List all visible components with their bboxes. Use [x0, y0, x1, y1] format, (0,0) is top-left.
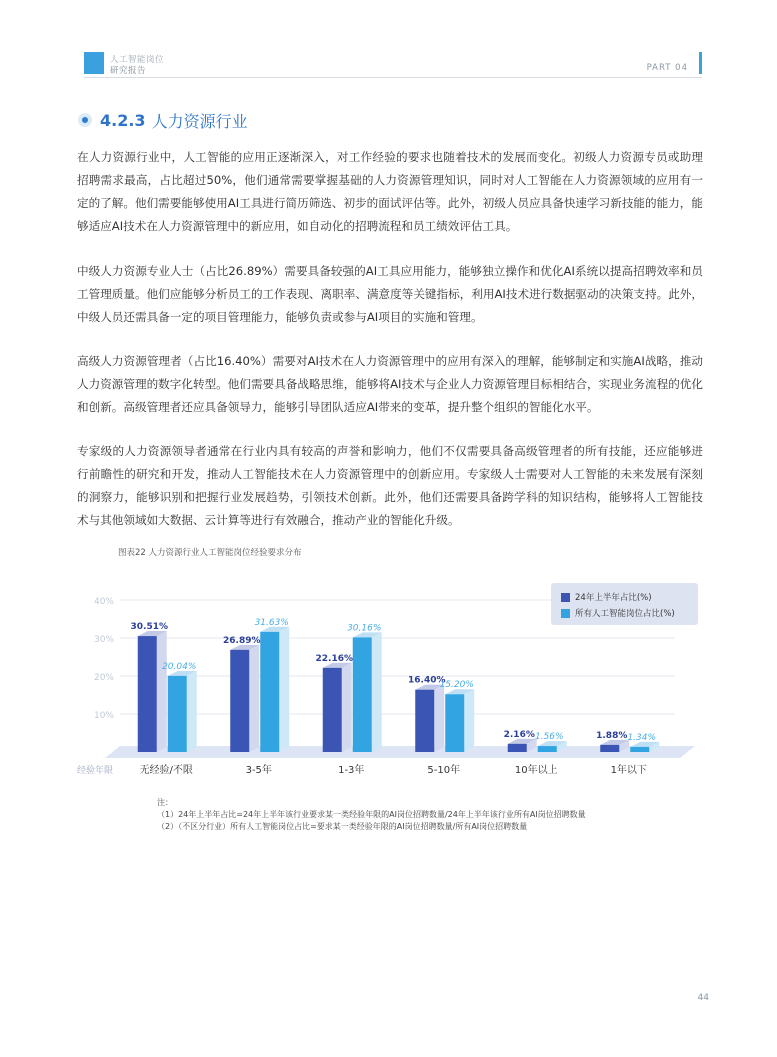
- bar-h1-2024-label: 2.16%: [503, 729, 535, 740]
- paragraph-2: 中级人力资源专业人士（占比26.89%）需要具备较强的AI工具应用能力，能够独立操作和优化AI系统以提高招聘效率和员工管理质量。他们应能够分析员工的工作表现、离职率、满意度等关键指标，利用AI技术进行数据驱动的决策支持。此外，中级人员还需具备一定的项目管理能力，能够负责或参与AI项目的实施和管理。: [77, 264, 703, 324]
- x-tick-label: 10年以上: [514, 765, 558, 776]
- bar-all-ai-label: 1.56%: [534, 732, 564, 743]
- legend-swatch-h1-2024: [561, 593, 570, 602]
- bar-h1-2024: [508, 744, 527, 752]
- header-report-name: 人工智能岗位: [110, 55, 165, 65]
- header-part-label: PART 04: [646, 63, 688, 73]
- bar-h1-2024-side: [157, 631, 167, 752]
- y-tick-label: 40%: [93, 597, 114, 607]
- bar-h1-2024-label: 30.51%: [130, 622, 168, 633]
- bar-all-ai-side: [372, 632, 382, 752]
- bar-h1-2024-label: 1.88%: [596, 730, 628, 741]
- paragraph-3: 高级人力资源管理者（占比16.40%）需要对AI技术在人力资源管理中的应用有深入的理解，能够制定和实施AI战略，推动人力资源管理的数字化转型。他们需要具备战略思维，能够将AI技术与企业人力资源管理目标相结合，实现业务流程的优化和创新。高级管理者还应具备领导力，能够引导团队适应AI带来的变革，提升整个组织的智能化水平。: [77, 354, 703, 414]
- chart-notes: [157, 797, 586, 833]
- x-tick-label: 5-10年: [427, 765, 461, 776]
- note-2: （2）（不区分行业）所有人工智能岗位占比=要求某一类经验年限的AI岗位招聘数量/所有AI岗位招聘数量: [157, 822, 528, 831]
- bar-h1-2024-side: [342, 663, 352, 752]
- x-tick-label: 1-3年: [338, 765, 365, 776]
- legend-label-h1-2024: 24年上半年占比(%): [575, 593, 652, 603]
- bar-all-ai-label: 30.16%: [347, 623, 382, 634]
- section-number: 4.2.3: [100, 110, 146, 130]
- bar-h1-2024-label: 26.89%: [223, 635, 261, 646]
- chart-legend: [551, 583, 698, 625]
- legend-item-all-ai: [561, 607, 675, 619]
- bar-all-ai-label: 15.20%: [439, 680, 474, 691]
- bar-h1-2024-label: 16.40%: [408, 675, 446, 686]
- bar-all-ai: [538, 746, 557, 752]
- x-tick-label: 3-5年: [245, 765, 272, 776]
- bar-all-ai-side: [187, 671, 197, 752]
- bar-h1-2024: [600, 745, 619, 752]
- y-tick-label: 30%: [93, 635, 114, 645]
- bar-h1-2024-label: 22.16%: [315, 653, 353, 664]
- bar-all-ai: [168, 676, 187, 752]
- bar-all-ai-label: 20.04%: [162, 661, 197, 672]
- bar-all-ai: [630, 747, 649, 752]
- legend-item-h1-2024: [561, 591, 652, 603]
- bar-all-ai: [353, 637, 372, 752]
- x-tick-label: 无经验/不限: [139, 765, 193, 776]
- bar-h1-2024: [323, 668, 342, 752]
- bar-all-ai-label: 31.63%: [254, 617, 289, 628]
- paragraph-1: 在人力资源行业中，人工智能的应用正逐渐深入，对工作经验的要求也随着技术的发展而变化。初级人力资源专员或助理招聘需求最高，占比超过50%，他们通常需要掌握基础的人力资源管理知识，同时对人工智能在人力资源领域的应用有一定的了解。他们需要能够使用AI工具进行简历筛选、初步的面试评估等。此外，初级人员应具备快速学习新技能的能力，能够适应AI技术在人力资源管理中的新应用，如自动化的招聘流程和员工绩效评估工具。: [77, 150, 703, 233]
- bar-h1-2024-side: [249, 645, 259, 752]
- bar-h1-2024-side: [434, 685, 444, 752]
- notes-heading: 注：: [157, 798, 173, 807]
- legend-label-all-ai: 所有人工智能岗位占比(%): [575, 609, 675, 619]
- bar-all-ai-label: 1.34%: [627, 732, 657, 743]
- header-report-subtitle: 研究报告: [110, 66, 147, 76]
- bar-all-ai-side: [279, 627, 289, 752]
- bar-all-ai-side: [464, 689, 474, 752]
- page-number: 44: [697, 993, 709, 1003]
- section-title: 人力资源行业: [151, 111, 248, 131]
- bar-h1-2024: [230, 650, 249, 752]
- paragraph-4: 专家级的人力资源领导者通常在行业内具有较高的声誉和影响力，他们不仅需要具备高级管理者的所有技能，还应能够进行前瞻性的研究和开发，推动人工智能技术在人力资源管理中的创新应用。专家级人士需要对人工智能的未来发展有深刻的洞察力，能够识别和把握行业发展趋势，引领技术创新。此外，他们还需要具备跨学科的知识结构，能够将人工智能技术与其他领域如大数据、云计算等进行有效融合，推动产业的智能化升级。: [77, 444, 703, 527]
- bar-h1-2024: [138, 636, 157, 752]
- x-tick-label: 1年以下: [610, 765, 647, 776]
- y-tick-label: 20%: [93, 673, 114, 683]
- bar-h1-2024: [415, 690, 434, 752]
- bar-all-ai: [445, 694, 464, 752]
- bar-all-ai: [260, 632, 279, 752]
- y-tick-label: 10%: [93, 711, 114, 721]
- x-axis-label: 经验年限: [77, 766, 114, 776]
- note-1: （1）24年上半年占比=24年上半年该行业要求某一类经验年限的AI岗位招聘数量/24年上半年该行业所有AI岗位招聘数量: [157, 810, 586, 819]
- chart-title: 图表22 人力资源行业人工智能岗位经验要求分布: [118, 548, 302, 558]
- legend-swatch-all-ai: [561, 609, 570, 618]
